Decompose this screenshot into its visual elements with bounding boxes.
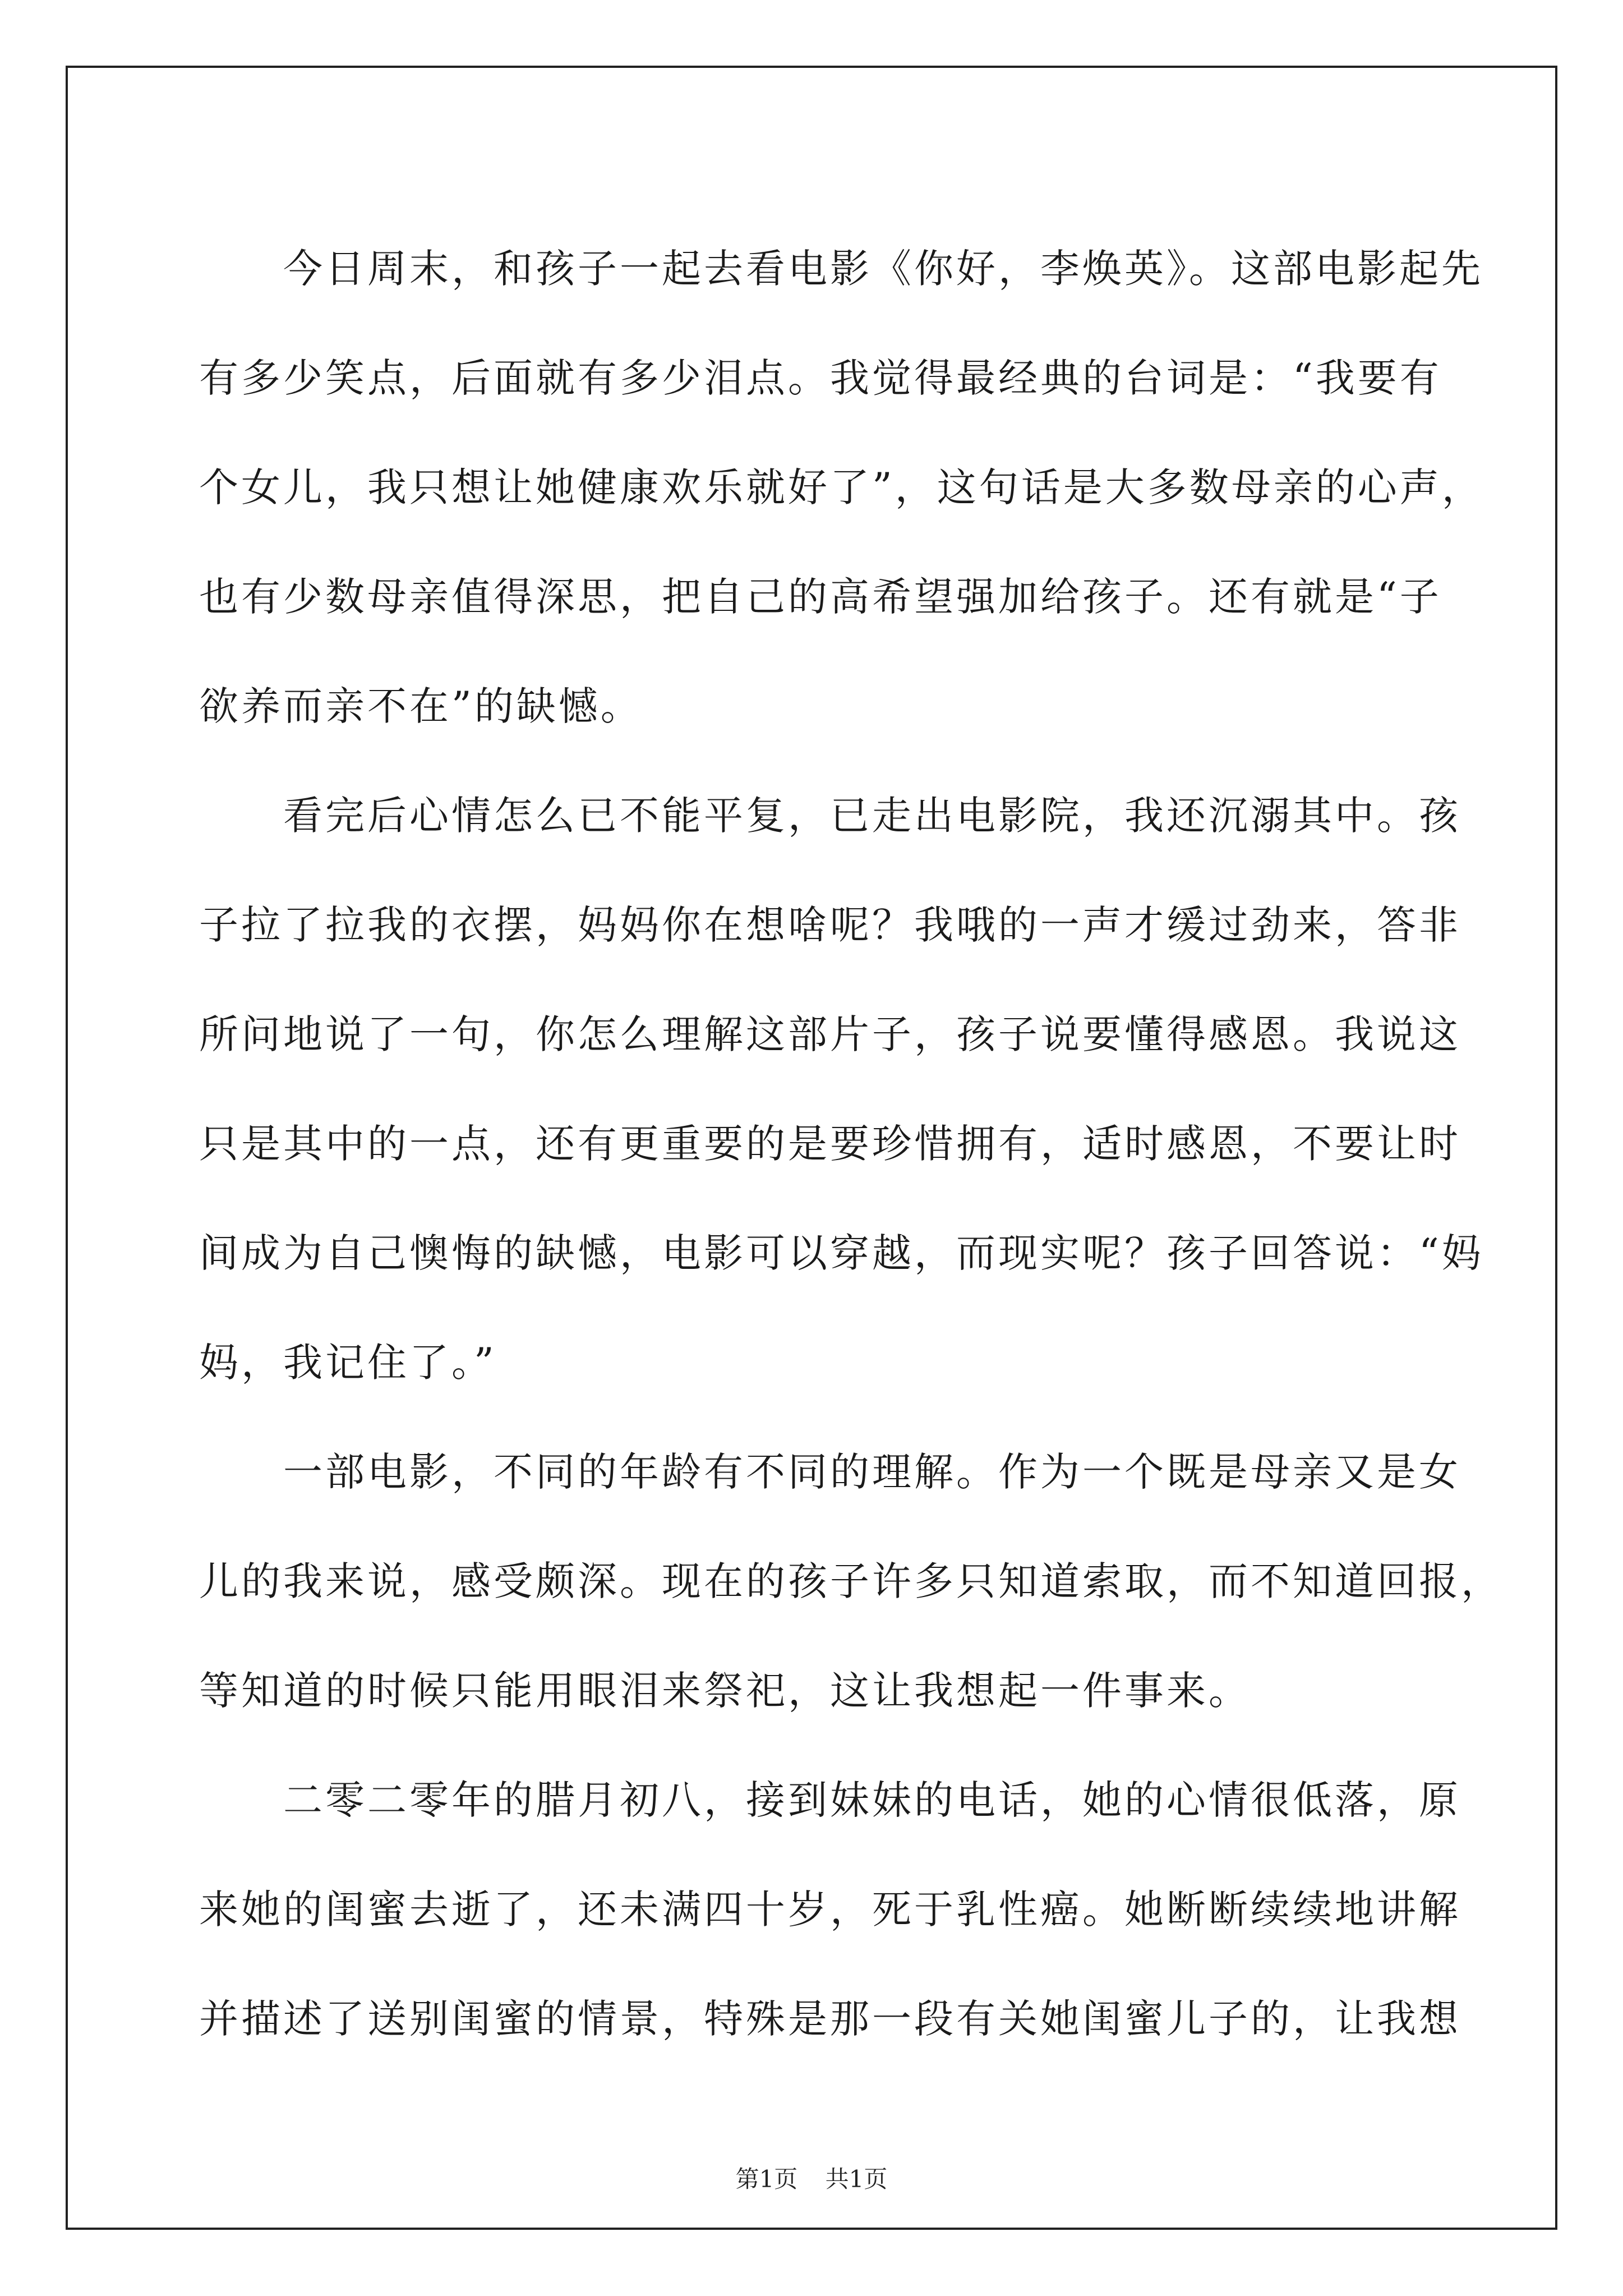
text-line: 今日周末，和孩子一起去看电影《你好，李焕英》。这部电影起先 bbox=[283, 246, 1483, 292]
text-line: 一部电影，不同的年龄有不同的理解。作为一个既是母亲又是女 bbox=[283, 1449, 1461, 1495]
text-line: 也有少数母亲值得深思，把自己的高希望强加给孩子。还有就是“子 bbox=[199, 574, 1442, 620]
page-number-current: 第1页 bbox=[735, 2165, 798, 2193]
text-line: 等知道的时候只能用眼泪来祭祀，这让我想起一件事来。 bbox=[199, 1668, 1251, 1714]
page-footer bbox=[0, 2162, 1623, 2196]
paragraph-3 bbox=[199, 1418, 1503, 1746]
document-body bbox=[199, 214, 1503, 2074]
text-line: 子拉了拉我的衣摆，妈妈你在想啥呢？我哦的一声才缓过劲来，答非 bbox=[199, 902, 1461, 948]
text-line: 来她的闺蜜去逝了，还未满四十岁，死于乳性癌。她断断续续地讲解 bbox=[199, 1887, 1461, 1932]
paragraph-1 bbox=[199, 214, 1484, 761]
text-line: 看完后心情怎么已不能平复，已走出电影院，我还沉溺其中。孩 bbox=[283, 793, 1461, 839]
text-line: 二零二零年的腊月初八，接到妹妹的电话，她的心情很低落，原 bbox=[283, 1777, 1461, 1823]
text-line: 并描述了送别闺蜜的情景，特殊是那一段有关她闺蜜儿子的，让我想 bbox=[199, 1996, 1461, 2042]
text-line: 只是其中的一点，还有更重要的是要珍惜拥有，适时感恩，不要让时 bbox=[199, 1121, 1461, 1167]
text-line: 有多少笑点，后面就有多少泪点。我觉得最经典的台词是：“我要有 bbox=[199, 355, 1442, 401]
text-line: 儿的我来说，感受颇深。现在的孩子许多只知道索取，而不知道回报， bbox=[199, 1558, 1503, 1604]
paragraph-4 bbox=[199, 1746, 1461, 2074]
text-line: 个女儿，我只想让她健康欢乐就好了”，这句话是大多数母亲的心声， bbox=[199, 464, 1484, 510]
paragraph-2 bbox=[199, 761, 1484, 1418]
text-line: 妈，我记住了。” bbox=[199, 1340, 497, 1386]
text-line: 欲养而亲不在”的缺憾。 bbox=[199, 683, 643, 729]
page-number-total: 共1页 bbox=[825, 2165, 888, 2193]
text-line: 间成为自己懊悔的缺憾，电影可以穿越，而现实呢？孩子回答说：“妈 bbox=[199, 1230, 1484, 1276]
text-line: 所问地说了一句，你怎么理解这部片子，孩子说要懂得感恩。我说这 bbox=[199, 1011, 1461, 1057]
